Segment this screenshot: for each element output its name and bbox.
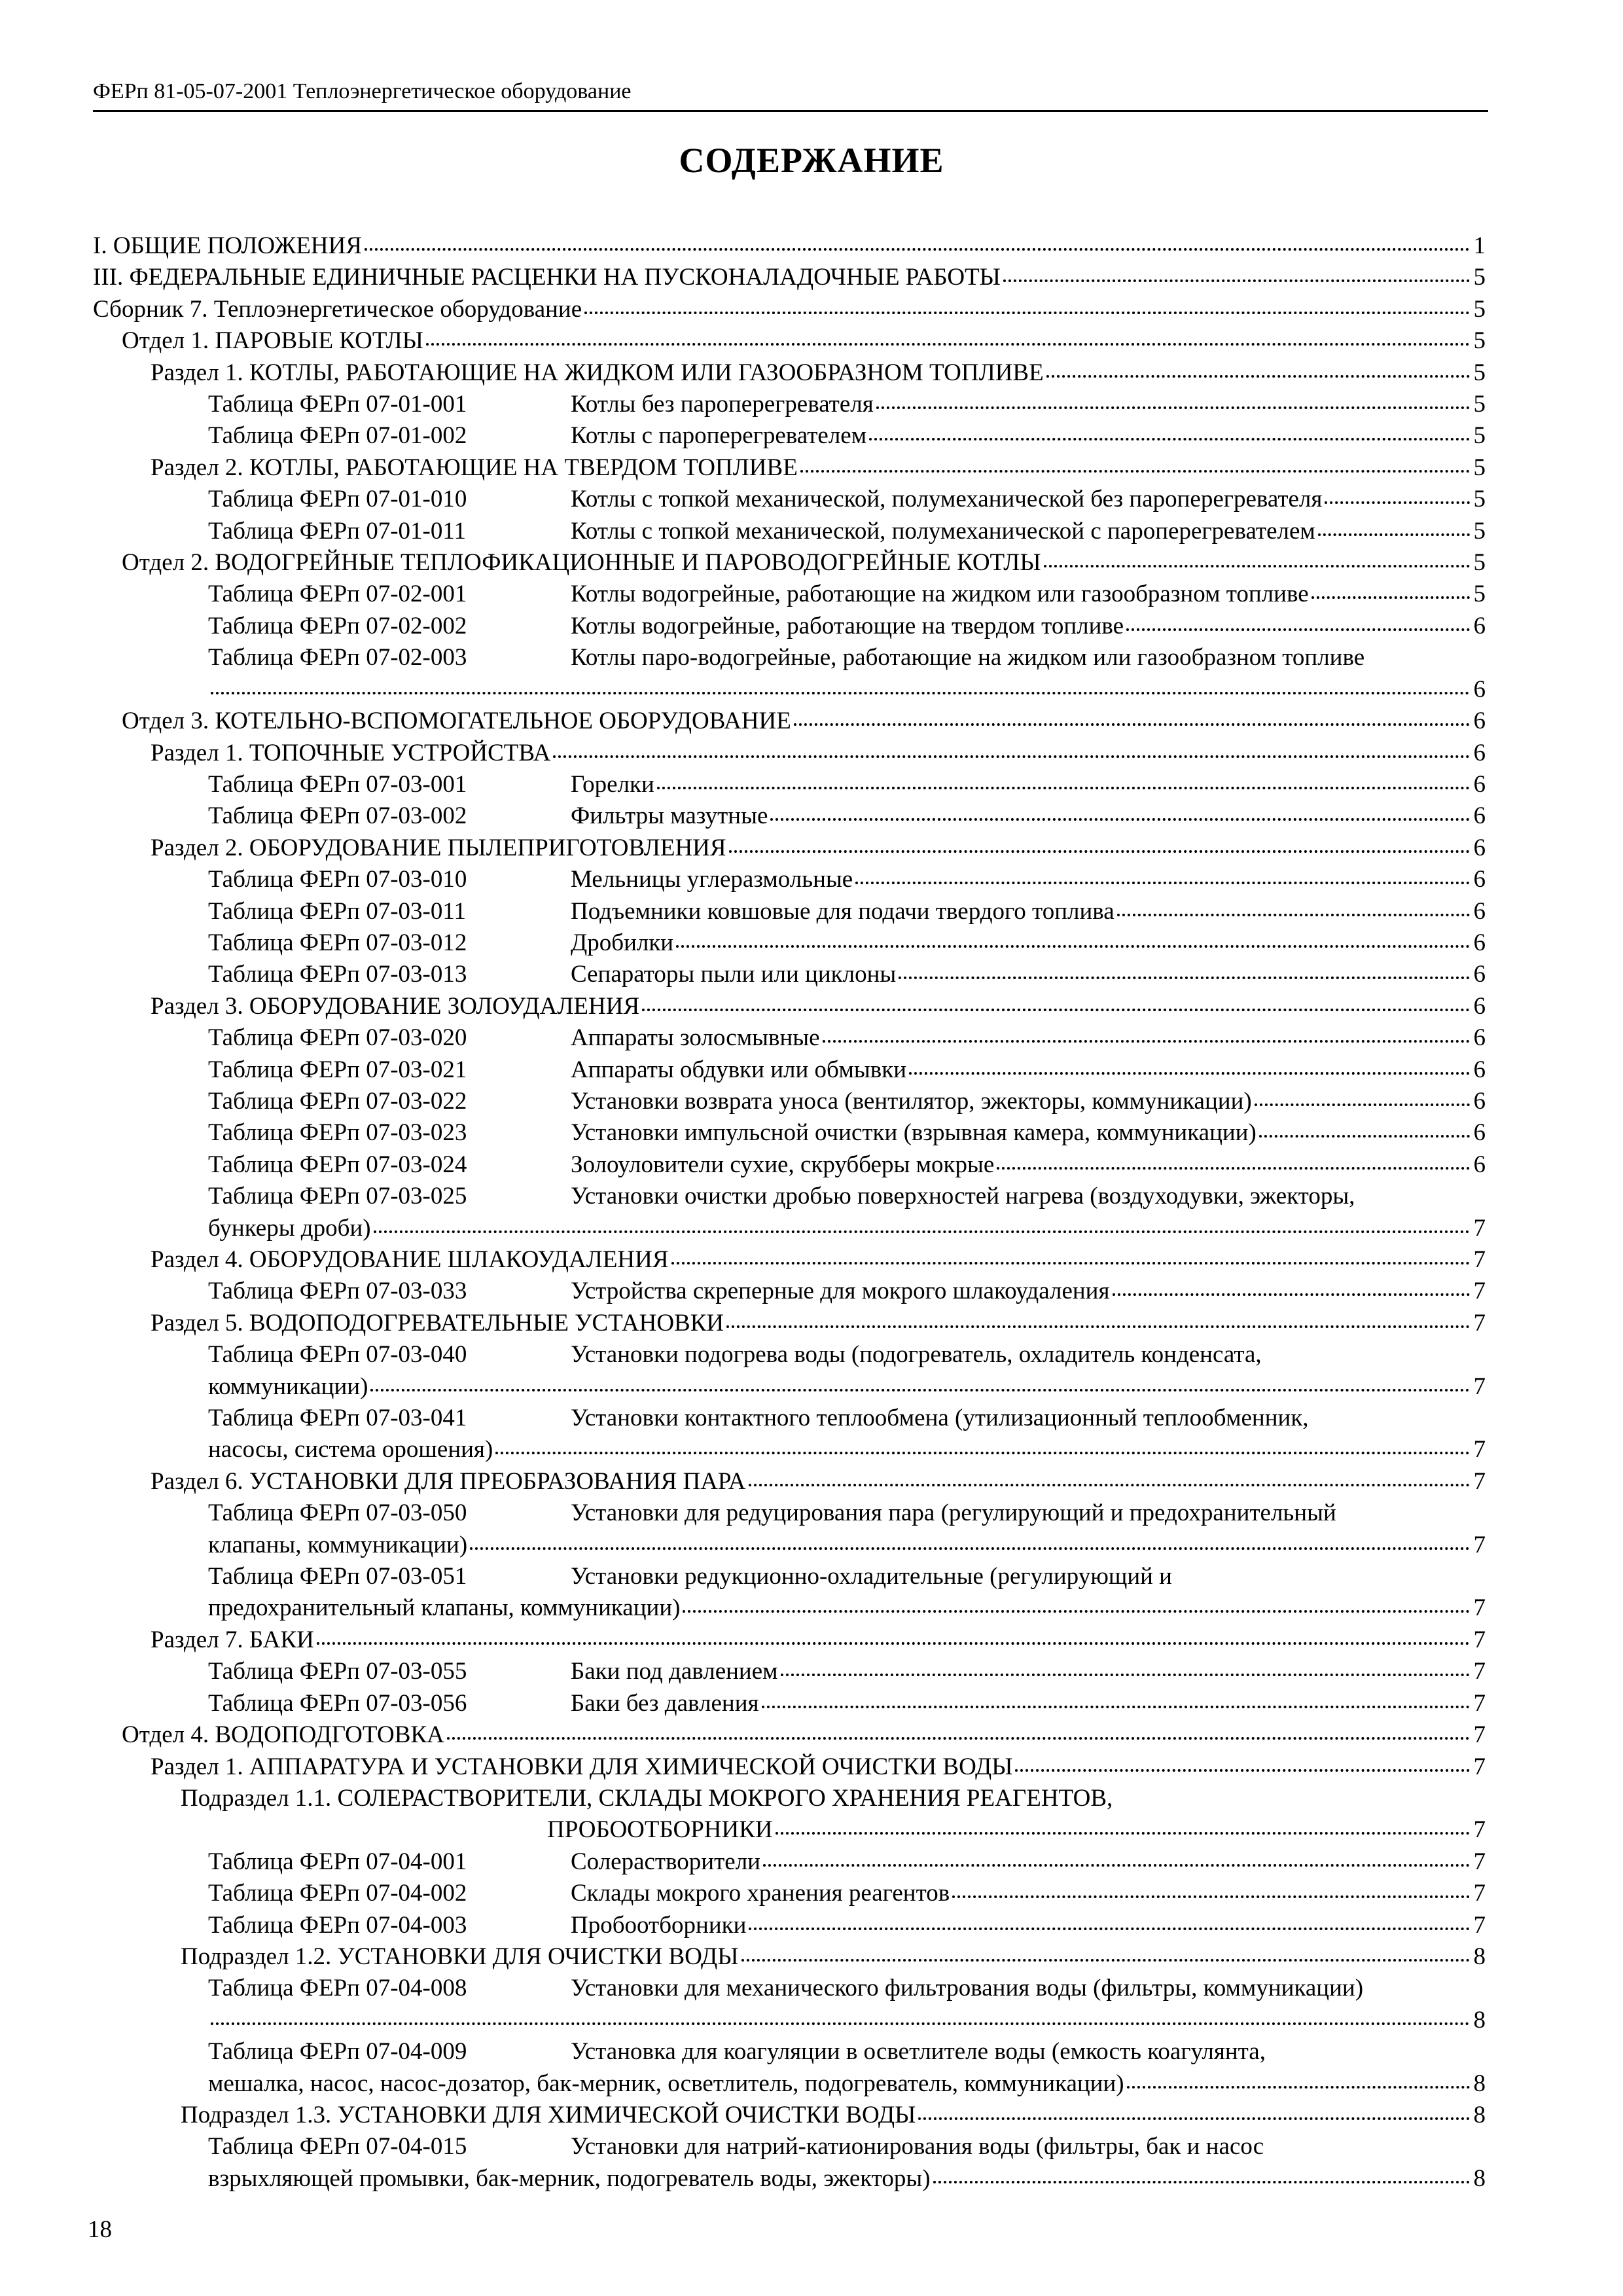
- dot-leader: [671, 1262, 1470, 1265]
- toc-continuation-text: бункеры дроби): [208, 1214, 371, 1242]
- toc-entry-text: Установки импульсной очистки (взрывная камера, коммуникации): [571, 1119, 1257, 1147]
- toc-table-code: Таблица ФЕРп 07-04-008: [208, 1975, 467, 2002]
- toc-page-number: 7: [1473, 1467, 1486, 1495]
- toc-entry[interactable]: [93, 1719, 1486, 1751]
- dot-leader: [495, 1452, 1470, 1454]
- toc-page-number: 8: [1473, 2101, 1486, 2128]
- toc-page-number: 5: [1473, 422, 1486, 450]
- toc-entry-table[interactable]: [93, 1498, 1486, 1529]
- toc-table-code: Таблица ФЕРп 07-04-002: [208, 1880, 467, 1907]
- toc-entry-text: Аппараты обдувки или обмывки: [571, 1056, 907, 1083]
- toc-page-number: 6: [1473, 708, 1486, 735]
- dot-leader: [909, 1072, 1470, 1075]
- toc-entry-continuation[interactable]: [93, 2005, 1486, 2036]
- toc-entry-table[interactable]: [93, 1022, 1486, 1054]
- toc-page-number: 5: [1473, 391, 1486, 418]
- toc-table-code: Таблица ФЕРп 07-02-001: [208, 581, 467, 608]
- toc-entry-text: Подъемники ковшовые для подачи твердого топлива: [571, 897, 1115, 925]
- toc-page-number: 7: [1473, 1848, 1486, 1875]
- toc-table-code: Таблица ФЕРп 07-04-015: [208, 2133, 467, 2161]
- toc-entry-table[interactable]: [93, 1086, 1486, 1117]
- toc-entry[interactable]: [93, 738, 1486, 769]
- toc-page-number: 5: [1473, 486, 1486, 513]
- toc-entry-text: Отдел 4. ВОДОПОДГОТОВКА: [122, 1721, 444, 1749]
- toc-entry-table[interactable]: [93, 1403, 1486, 1434]
- dot-leader: [1325, 501, 1470, 504]
- toc-entry-text: Сепараторы пыли или циклоны: [571, 961, 897, 988]
- toc-entry-text: Котлы паро-водогрейные, работающие на жидком или газообразном топливе: [571, 644, 1365, 672]
- toc-page-number: 6: [1473, 739, 1486, 766]
- toc-entry-text: Установка для коагуляции в осветлителе воды (емкость коагулянта,: [571, 2038, 1266, 2066]
- dot-leader: [447, 1737, 1470, 1740]
- toc-entry-text: Установки редукционно-охладительные (регулирующий и: [571, 1563, 1172, 1590]
- dot-leader: [370, 1389, 1470, 1391]
- toc-table-code: Таблица ФЕРп 07-03-040: [208, 1341, 467, 1369]
- toc-entry-text: Пробоотборники: [571, 1911, 747, 1939]
- toc-page-number: 6: [1473, 929, 1486, 956]
- toc-entry-table[interactable]: [93, 516, 1486, 547]
- table-of-contents: [93, 230, 1486, 2195]
- toc-entry-text: Аппараты золосмывные: [571, 1024, 820, 1052]
- dot-leader: [918, 2117, 1470, 2120]
- toc-table-code: Таблица ФЕРп 07-03-050: [208, 1499, 467, 1527]
- toc-page-number: 6: [1473, 1024, 1486, 1052]
- toc-entry-text: Горелки: [571, 770, 654, 798]
- toc-entry[interactable]: [93, 1783, 1486, 1814]
- toc-page-number: 7: [1473, 1626, 1486, 1653]
- dot-leader: [642, 1009, 1470, 1011]
- toc-table-code: Таблица ФЕРп 07-03-041: [208, 1405, 467, 1432]
- toc-entry-text: Котлы без пароперегревателя: [571, 391, 874, 418]
- dot-leader: [763, 1864, 1470, 1867]
- toc-table-code: Таблица ФЕРп 07-03-022: [208, 1087, 467, 1115]
- dot-leader: [365, 248, 1470, 251]
- toc-continuation-text: взрыхляющей промывки, бак-мерник, подогреватель воды, эжекторы): [208, 2164, 931, 2192]
- toc-page-number: 6: [1473, 1151, 1486, 1178]
- toc-entry-text: Баки без давления: [571, 1689, 759, 1717]
- toc-entry[interactable]: [93, 452, 1486, 484]
- dot-leader: [657, 787, 1470, 789]
- dot-leader: [855, 882, 1470, 884]
- toc-page-number: 7: [1473, 1436, 1486, 1463]
- toc-page-number: 7: [1473, 1531, 1486, 1558]
- toc-entry-text: Установки очистки дробью поверхностей нагрева (воздуходувки, эжекторы,: [571, 1183, 1355, 1210]
- toc-entry-text: Установки для натрий-катионирования воды (фильтры, бак и насос: [571, 2133, 1264, 2161]
- toc-entry-text: Отдел 2. ВОДОГРЕЙНЫЕ ТЕПЛОФИКАЦИОННЫЕ И ПАРОВОДОГРЕЙНЫЕ КОТЛЫ: [122, 549, 1041, 577]
- toc-continuation-text: коммуникации): [208, 1372, 368, 1400]
- toc-entry-table[interactable]: [93, 1910, 1486, 1941]
- toc-page-number: 6: [1473, 770, 1486, 798]
- dot-leader: [749, 1484, 1471, 1486]
- toc-entry[interactable]: [93, 262, 1486, 293]
- toc-entry-table[interactable]: [93, 579, 1486, 610]
- toc-entry-table[interactable]: [93, 1878, 1486, 1909]
- toc-entry-text: Котлы водогрейные, работающие на жидком или газообразном топливе: [571, 581, 1309, 608]
- toc-entry[interactable]: [93, 706, 1486, 737]
- toc-entry-text: Подраздел 1.2. УСТАНОВКИ ДЛЯ ОЧИСТКИ ВОДЫ: [181, 1943, 739, 1970]
- toc-entry-text: Отдел 1. ПАРОВЫЕ КОТЛЫ: [122, 327, 423, 355]
- toc-table-code: Таблица ФЕРп 07-03-012: [208, 929, 467, 956]
- toc-entry-continuation[interactable]: [93, 1814, 1486, 1846]
- toc-entry-continuation[interactable]: [93, 1434, 1486, 1465]
- toc-entry-text: Котлы с топкой механической, полумеханической без пароперегревателя: [571, 486, 1323, 513]
- toc-entry-text: Устройства скреперные для мокрого шлакоудаления: [571, 1278, 1110, 1305]
- toc-entry-text: Установки подогрева воды (подогреватель, охладитель конденсата,: [571, 1341, 1262, 1369]
- toc-entry[interactable]: [93, 1624, 1486, 1656]
- toc-entry[interactable]: [93, 1751, 1486, 1783]
- toc-table-code: Таблица ФЕРп 07-03-025: [208, 1183, 467, 1210]
- toc-table-code: Таблица ФЕРп 07-03-023: [208, 1119, 467, 1147]
- toc-entry-table[interactable]: [93, 2036, 1486, 2068]
- toc-page-number: 6: [1473, 1119, 1486, 1147]
- toc-entry-text: Установки контактного теплообмена (утилизационный теплообменник,: [571, 1405, 1309, 1432]
- toc-entry-table[interactable]: [93, 1656, 1486, 1687]
- toc-page-number: 6: [1473, 675, 1486, 703]
- toc-table-code: Таблица ФЕРп 07-03-033: [208, 1278, 467, 1305]
- toc-entry-table[interactable]: [93, 1054, 1486, 1086]
- toc-entry[interactable]: [93, 230, 1486, 262]
- toc-entry-table[interactable]: [93, 484, 1486, 515]
- toc-entry[interactable]: [93, 991, 1486, 1022]
- toc-table-code: Таблица ФЕРп 07-01-011: [208, 517, 466, 545]
- toc-entry-table[interactable]: [93, 864, 1486, 895]
- toc-page-number: 5: [1473, 295, 1486, 323]
- toc-entry[interactable]: [93, 1466, 1486, 1498]
- running-title: ФЕРп 81-05-07-2001 Теплоэнергетическое оборудование: [93, 79, 632, 103]
- dot-leader: [1044, 565, 1470, 567]
- dot-leader: [762, 1706, 1470, 1708]
- toc-entry-table[interactable]: [93, 1561, 1486, 1592]
- toc-page-number: 7: [1473, 1689, 1486, 1717]
- toc-table-code: Таблица ФЕРп 07-03-002: [208, 802, 467, 830]
- toc-entry[interactable]: [93, 1244, 1486, 1276]
- toc-entry-text: Котлы водогрейные, работающие на твердом топливе: [571, 612, 1124, 639]
- toc-entry-table[interactable]: [93, 642, 1486, 673]
- toc-entry-text: Раздел 7. БАКИ: [151, 1626, 314, 1653]
- toc-page-number: 7: [1473, 1278, 1486, 1305]
- toc-entry-table[interactable]: [93, 611, 1486, 642]
- dot-leader: [729, 850, 1470, 853]
- dot-leader: [553, 755, 1470, 758]
- toc-page-number: 5: [1473, 549, 1486, 577]
- toc-entry[interactable]: [93, 547, 1486, 579]
- toc-table-code: Таблица ФЕРп 07-04-001: [208, 1848, 467, 1875]
- toc-page-number: 8: [1473, 2164, 1486, 2192]
- toc-entry[interactable]: [93, 833, 1486, 864]
- toc-entry-text: Раздел 5. ВОДОПОДОГРЕВАТЕЛЬНЫЕ УСТАНОВКИ: [151, 1309, 724, 1336]
- toc-continuation-text: насосы, система орошения): [208, 1436, 493, 1463]
- toc-entry-text: Раздел 6. УСТАНОВКИ ДЛЯ ПРЕОБРАЗОВАНИЯ ПАРА: [151, 1467, 746, 1495]
- toc-entry-table[interactable]: [93, 1117, 1486, 1149]
- dot-leader: [933, 2181, 1470, 2183]
- dot-leader: [726, 1325, 1470, 1328]
- toc-table-code: Таблица ФЕРп 07-01-001: [208, 391, 467, 418]
- dot-leader: [823, 1040, 1470, 1043]
- dot-leader: [317, 1642, 1470, 1645]
- toc-entry-text: Баки под давлением: [571, 1658, 778, 1685]
- dot-leader: [211, 2022, 1470, 2025]
- toc-entry-text: Дробилки: [571, 929, 674, 956]
- toc-page-number: 7: [1473, 1372, 1486, 1400]
- dot-leader: [683, 1610, 1470, 1613]
- toc-entry-continuation[interactable]: [93, 2068, 1486, 2100]
- running-header: [93, 77, 1488, 112]
- toc-entry-continuation[interactable]: [93, 1530, 1486, 1561]
- toc-entry-continuation[interactable]: [93, 1213, 1486, 1244]
- toc-continuation-text: мешалка, насос, насос-дозатор, бак-мерник, осветлитель, подогреватель, коммуникации): [208, 2070, 1124, 2097]
- dot-leader: [997, 1167, 1470, 1170]
- toc-entry-table[interactable]: [93, 896, 1486, 927]
- toc-page-number: 6: [1473, 992, 1486, 1020]
- toc-page-number: 5: [1473, 264, 1486, 291]
- dot-leader: [749, 1928, 1470, 1930]
- toc-entry-text: Котлы с топкой механической, полумеханической с пароперегревателем: [571, 517, 1315, 545]
- toc-page-number: 7: [1473, 1880, 1486, 1907]
- toc-page-number: 6: [1473, 866, 1486, 893]
- toc-entry-text: Солерастворители: [571, 1848, 760, 1875]
- toc-table-code: Таблица ФЕРп 07-03-021: [208, 1056, 467, 1083]
- toc-entry-table[interactable]: [93, 959, 1486, 990]
- toc-page-number: 6: [1473, 961, 1486, 988]
- toc-page-number: 6: [1473, 834, 1486, 861]
- dot-leader: [1127, 2086, 1470, 2089]
- toc-table-code: Таблица ФЕРп 07-03-051: [208, 1563, 467, 1590]
- dot-leader: [676, 945, 1470, 948]
- toc-table-code: Таблица ФЕРп 07-04-003: [208, 1911, 467, 1939]
- dot-leader: [211, 692, 1470, 694]
- toc-entry-table[interactable]: [93, 927, 1486, 959]
- toc-entry[interactable]: [93, 1941, 1486, 1973]
- dot-leader: [869, 438, 1470, 440]
- dot-leader: [770, 818, 1470, 821]
- dot-leader: [374, 1230, 1470, 1233]
- toc-table-code: Таблица ФЕРп 07-03-013: [208, 961, 467, 988]
- dot-leader: [776, 1832, 1470, 1835]
- toc-entry-table[interactable]: [93, 1149, 1486, 1181]
- toc-page-number: 7: [1473, 1246, 1486, 1273]
- toc-entry-table[interactable]: [93, 1181, 1486, 1212]
- dot-leader: [1113, 1293, 1471, 1296]
- toc-entry-table[interactable]: [93, 769, 1486, 800]
- toc-entry-text: Раздел 1. АППАРАТУРА И УСТАНОВКИ ДЛЯ ХИМИЧЕСКОЙ ОЧИСТКИ ВОДЫ: [151, 1753, 1013, 1780]
- toc-page-number: 7: [1473, 1594, 1486, 1622]
- toc-entry-continuation[interactable]: [93, 674, 1486, 706]
- dot-leader: [952, 1895, 1470, 1898]
- toc-entry-table[interactable]: [93, 1276, 1486, 1307]
- toc-page-number: 5: [1473, 454, 1486, 481]
- toc-continuation-text: клапаны, коммуникации): [208, 1531, 468, 1558]
- toc-page-number: 6: [1473, 1087, 1486, 1115]
- toc-entry-text: Раздел 4. ОБОРУДОВАНИЕ ШЛАКОУДАЛЕНИЯ: [151, 1246, 669, 1273]
- dot-leader: [899, 977, 1470, 979]
- toc-entry-table[interactable]: [93, 1846, 1486, 1878]
- dot-leader: [1255, 1103, 1470, 1106]
- toc-entry-table[interactable]: [93, 1973, 1486, 2004]
- toc-table-code: Таблица ФЕРп 07-03-020: [208, 1024, 467, 1052]
- toc-page-number: 7: [1473, 1816, 1486, 1844]
- toc-page-number: 6: [1473, 897, 1486, 925]
- toc-page-number: 7: [1473, 1911, 1486, 1939]
- toc-continuation-text: ПРОБООТБОРНИКИ: [547, 1816, 773, 1844]
- dot-leader: [470, 1547, 1470, 1550]
- dot-leader: [426, 343, 1470, 346]
- toc-entry[interactable]: [93, 1308, 1486, 1339]
- dot-leader: [1311, 596, 1470, 599]
- toc-table-code: Таблица ФЕРп 07-03-056: [208, 1689, 467, 1717]
- toc-continuation-text: предохранительный клапаны, коммуникации): [208, 1594, 681, 1622]
- dot-leader: [1015, 1769, 1470, 1772]
- toc-entry-table[interactable]: [93, 420, 1486, 452]
- toc-table-code: Таблица ФЕРп 07-01-010: [208, 486, 467, 513]
- toc-entry-text: Раздел 1. КОТЛЫ, РАБОТАЮЩИЕ НА ЖИДКОМ ИЛИ ГАЗООБРАЗНОМ ТОПЛИВЕ: [151, 359, 1044, 386]
- toc-page-number: 6: [1473, 612, 1486, 639]
- dot-leader: [1117, 914, 1470, 916]
- toc-table-code: Таблица ФЕРп 07-01-002: [208, 422, 467, 450]
- toc-entry-table[interactable]: [93, 1339, 1486, 1371]
- toc-table-code: Таблица ФЕРп 07-02-003: [208, 644, 467, 672]
- toc-entry-text: Сборник 7. Теплоэнергетическое оборудование: [93, 295, 582, 323]
- toc-entry-table[interactable]: [93, 389, 1486, 420]
- dot-leader: [1318, 533, 1470, 536]
- toc-entry-text: III. ФЕДЕРАЛЬНЫЕ ЕДИНИЧНЫЕ РАСЦЕНКИ НА ПУСКОНАЛАДОЧНЫЕ РАБОТЫ: [93, 264, 1001, 291]
- toc-entry[interactable]: [93, 325, 1486, 357]
- toc-entry-text: Мельницы углеразмольные: [571, 866, 853, 893]
- toc-page-number: 5: [1473, 359, 1486, 386]
- dot-leader: [794, 723, 1470, 726]
- toc-entry-text: Раздел 2. ОБОРУДОВАНИЕ ПЫЛЕПРИГОТОВЛЕНИЯ: [151, 834, 726, 861]
- toc-page-number: 6: [1473, 1056, 1486, 1083]
- toc-page-number: 8: [1473, 2070, 1486, 2097]
- toc-entry-text: Котлы с пароперегревателем: [571, 422, 867, 450]
- dot-leader: [876, 406, 1470, 409]
- toc-entry-text: Установки для механического фильтрования воды (фильтры, коммуникации): [571, 1975, 1364, 2002]
- toc-table-code: Таблица ФЕРп 07-03-055: [208, 1658, 467, 1685]
- toc-table-code: Таблица ФЕРп 07-03-011: [208, 897, 466, 925]
- toc-entry-table[interactable]: [93, 1688, 1486, 1719]
- toc-entry-text: Фильтры мазутные: [571, 802, 768, 830]
- dot-leader: [584, 312, 1470, 314]
- toc-entry-text: Подраздел 1.1. СОЛЕРАСТВОРИТЕЛИ, СКЛАДЫ МОКРОГО ХРАНЕНИЯ РЕАГЕНТОВ,: [181, 1784, 1113, 1812]
- toc-entry-text: Раздел 3. ОБОРУДОВАНИЕ ЗОЛОУДАЛЕНИЯ: [151, 992, 640, 1020]
- toc-table-code: Таблица ФЕРп 07-03-024: [208, 1151, 467, 1178]
- toc-entry[interactable]: [93, 357, 1486, 389]
- toc-entry-text: Раздел 2. КОТЛЫ, РАБОТАЮЩИЕ НА ТВЕРДОМ ТОПЛИВЕ: [151, 454, 798, 481]
- dot-leader: [781, 1674, 1470, 1676]
- dot-leader: [1046, 375, 1470, 378]
- dot-leader: [800, 470, 1470, 473]
- toc-entry[interactable]: [93, 2100, 1486, 2131]
- toc-page-number: 8: [1473, 1943, 1486, 1970]
- toc-page-number: 7: [1473, 1721, 1486, 1749]
- toc-table-code: Таблица ФЕРп 07-03-001: [208, 770, 467, 798]
- toc-page-number: 5: [1473, 327, 1486, 355]
- dot-leader: [1003, 279, 1470, 282]
- toc-page-number: 5: [1473, 581, 1486, 608]
- toc-page-number: 8: [1473, 2006, 1486, 2034]
- toc-page-number: 5: [1473, 517, 1486, 545]
- toc-entry-table[interactable]: [93, 2131, 1486, 2162]
- toc-entry-text: Установки возврата уноса (вентилятор, эжекторы, коммуникации): [571, 1087, 1252, 1115]
- toc-page-number: 7: [1473, 1309, 1486, 1336]
- toc-entry-text: Установки для редуцирования пара (регулирующий и предохранительный: [571, 1499, 1336, 1527]
- toc-page-number: 7: [1473, 1753, 1486, 1780]
- dot-leader: [741, 1959, 1471, 1962]
- toc-entry-text: Раздел 1. ТОПОЧНЫЕ УСТРОЙСТВА: [151, 739, 551, 766]
- toc-entry-text: Склады мокрого хранения реагентов: [571, 1880, 950, 1907]
- toc-entry[interactable]: [93, 294, 1486, 325]
- page-number: 18: [88, 2216, 112, 2243]
- toc-table-code: Таблица ФЕРп 07-03-010: [208, 866, 467, 893]
- toc-entry-text: I. ОБЩИЕ ПОЛОЖЕНИЯ: [93, 232, 363, 259]
- toc-page-number: 7: [1473, 1214, 1486, 1242]
- toc-entry-text: Подраздел 1.3. УСТАНОВКИ ДЛЯ ХИМИЧЕСКОЙ ОЧИСТКИ ВОДЫ: [181, 2101, 916, 2128]
- dot-leader: [1259, 1135, 1470, 1138]
- toc-entry-continuation[interactable]: [93, 2163, 1486, 2195]
- dot-leader: [1126, 628, 1470, 631]
- toc-entry-continuation[interactable]: [93, 1371, 1486, 1403]
- toc-table-code: Таблица ФЕРп 07-02-002: [208, 612, 467, 639]
- page-title: СОДЕРЖАНИЕ: [679, 141, 944, 180]
- toc-page-number: 1: [1473, 232, 1486, 259]
- toc-table-code: Таблица ФЕРп 07-04-009: [208, 2038, 467, 2066]
- toc-page-number: 7: [1473, 1658, 1486, 1685]
- toc-entry-table[interactable]: [93, 800, 1486, 832]
- toc-page-number: 6: [1473, 802, 1486, 830]
- toc-entry-text: Отдел 3. КОТЕЛЬНО-ВСПОМОГАТЕЛЬНОЕ ОБОРУДОВАНИЕ: [122, 708, 791, 735]
- toc-entry-continuation[interactable]: [93, 1592, 1486, 1624]
- toc-entry-text: Золоуловители сухие, скрубберы мокрые: [571, 1151, 995, 1178]
